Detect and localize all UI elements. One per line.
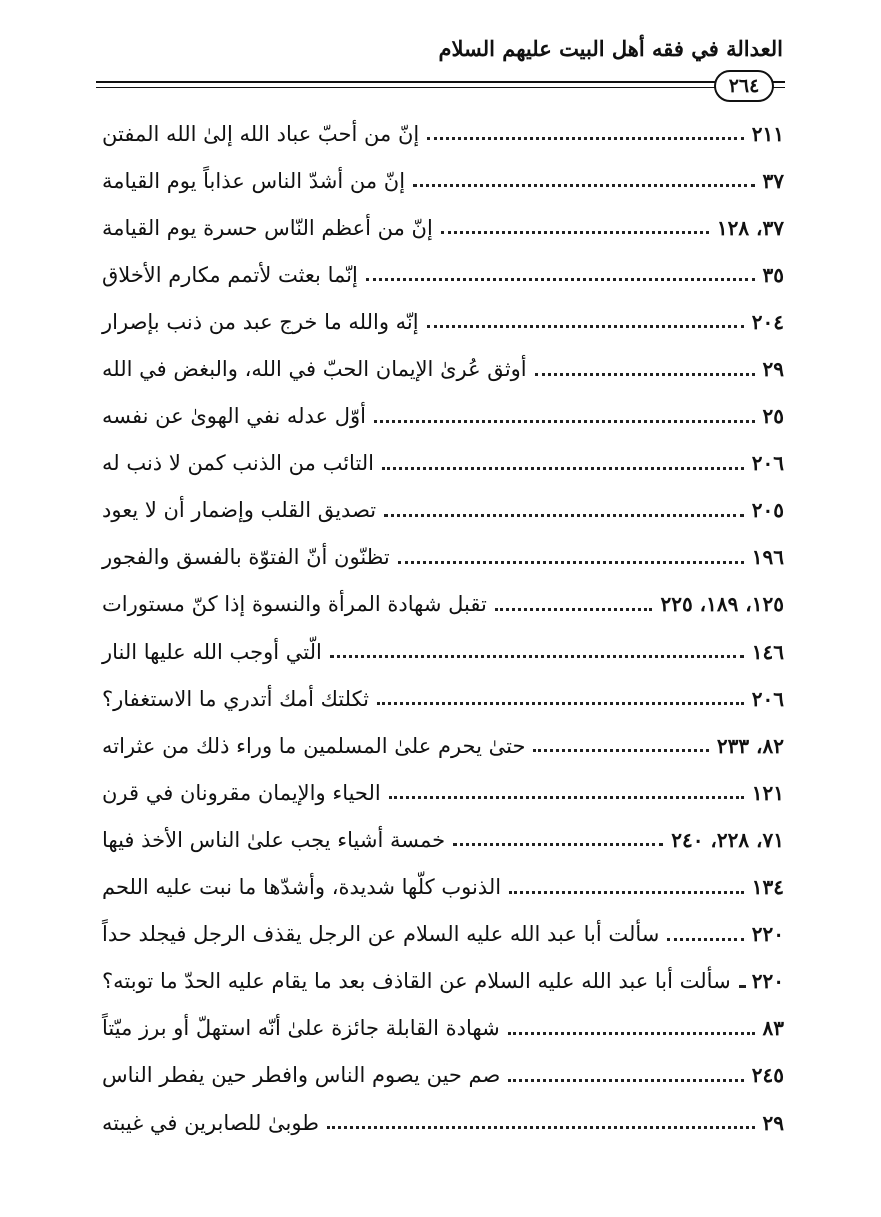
entry-page-numbers: ٢٢٠ <box>751 922 784 947</box>
entry-page-numbers: ٨٣ <box>762 1016 784 1041</box>
index-entry <box>96 440 784 487</box>
entry-page-numbers: ٢٠٥ <box>751 498 784 523</box>
entry-page-numbers: ٢١١ <box>751 121 784 146</box>
entry-text: شهادة القابلة جائزة علىٰ أنّه استهلّ أو برز ميّتاً <box>102 1016 500 1041</box>
header-rule-thick-line <box>96 81 785 83</box>
entry-page-numbers: ٢٠٤ <box>751 309 784 334</box>
index-entry <box>96 769 784 816</box>
entry-text: الّتي أوجب الله عليها النار <box>102 639 322 664</box>
index-entry <box>96 393 784 440</box>
index-entry <box>96 581 784 628</box>
index-entry <box>96 628 784 675</box>
dot-leader <box>398 561 744 564</box>
entry-page-numbers: ١٩٦ <box>751 545 784 570</box>
entry-text: صم حين يصوم الناس وافطر حين يفطر الناس <box>102 1063 501 1088</box>
dot-leader <box>667 938 743 941</box>
entry-text: الذنوب كلّها شديدة، وأشدّها ما نبت عليه اللحم <box>102 875 502 900</box>
dot-leader <box>495 608 653 611</box>
entry-text: طوبىٰ للصابرين في غيبته <box>102 1110 319 1135</box>
entry-page-numbers: ١٤٦ <box>751 639 784 664</box>
running-title: العدالة في فقه أهل البيت عليهم السلام <box>438 36 783 61</box>
entry-text: حتىٰ يحرم علىٰ المسلمين ما وراء ذلك من عثراته <box>102 733 526 758</box>
index-entry <box>96 345 784 392</box>
entry-page-numbers: ٢٩ <box>762 1110 784 1135</box>
index-entry <box>96 1005 784 1052</box>
entry-text: تظنّون أنّ الفتوّة بالفسق والفجور <box>102 545 390 570</box>
index-entry <box>96 1099 784 1146</box>
entry-page-numbers: ٨٢، ٢٣٣ <box>716 733 784 758</box>
entry-page-numbers: ٢٠٦ <box>751 451 784 476</box>
dot-leader <box>739 985 744 988</box>
entry-page-numbers: ٣٧، ١٢٨ <box>716 215 784 240</box>
dot-leader <box>509 891 744 894</box>
entry-page-numbers: ٧١، ٢٢٨، ٢٤٠ <box>671 827 784 852</box>
dot-leader <box>330 655 744 658</box>
dot-leader <box>389 796 744 799</box>
dot-leader <box>384 514 744 517</box>
index-entry <box>96 204 784 251</box>
entry-text: تصديق القلب وإضمار أن لا يعود <box>102 498 377 523</box>
entry-page-numbers: ٢٥ <box>762 404 784 429</box>
index-entry <box>96 816 784 863</box>
index-entry <box>96 298 784 345</box>
index-entry <box>96 534 784 581</box>
index-entry <box>96 958 784 1005</box>
entry-page-numbers: ٢٢٠ <box>751 969 784 994</box>
entry-text: سألت أبا عبد الله عليه السلام عن القاذف بعد ما يقام عليه الحدّ ما توبته؟ <box>102 969 731 994</box>
dot-leader <box>366 278 755 281</box>
dot-leader <box>382 467 744 470</box>
entry-text: إنّ من أشدّ الناس عذاباً يوم القيامة <box>102 168 406 193</box>
entry-text: أوثق عُرىٰ الإيمان الحبّ في الله، والبغض في الله <box>102 357 527 382</box>
entry-text: الحياء والإيمان مقرونان في قرن <box>102 780 381 805</box>
entry-text: إنّما بعثت لأتمم مكارم الأخلاق <box>102 262 358 287</box>
entry-page-numbers: ١٣٤ <box>751 875 784 900</box>
entry-page-numbers: ٢٤٥ <box>751 1063 784 1088</box>
dot-leader <box>441 231 709 234</box>
dot-leader <box>427 325 744 328</box>
index-entry <box>96 864 784 911</box>
dot-leader <box>374 420 755 423</box>
index-entry <box>96 487 784 534</box>
entry-text: أوّل عدله نفي الهوىٰ عن نفسه <box>102 404 366 429</box>
index-entry <box>96 675 784 722</box>
index-entry <box>96 1052 784 1099</box>
entry-text: إنّ من أعظم النّاس حسرة يوم القيامة <box>102 215 433 240</box>
index-entry <box>96 911 784 958</box>
dot-leader <box>413 184 754 187</box>
entry-page-numbers: ٣٥ <box>762 262 784 287</box>
entry-text: إنّ من أحبّ عباد الله إلىٰ الله المفتن <box>102 121 420 146</box>
index-entry <box>96 110 784 157</box>
header-rule-thin-line <box>96 87 785 88</box>
entry-page-numbers: ٢٩ <box>762 357 784 382</box>
index-entry <box>96 722 784 769</box>
dot-leader <box>453 843 663 846</box>
page-number: ٢٦٤ <box>714 70 774 102</box>
index-entry <box>96 251 784 298</box>
header-rule <box>96 75 785 97</box>
entry-page-numbers: ١٢١ <box>751 780 784 805</box>
dot-leader <box>327 1126 755 1129</box>
entry-page-numbers: ٢٠٦ <box>751 686 784 711</box>
dot-leader <box>535 373 755 376</box>
entry-page-numbers: ٣٧ <box>762 168 784 193</box>
entry-text: تقبل شهادة المرأة والنسوة إذا كنّ مستورات <box>102 592 487 617</box>
dot-leader <box>377 702 744 705</box>
entry-text: التائب من الذنب كمن لا ذنب له <box>102 451 375 476</box>
index-entry <box>96 157 784 204</box>
hadith-index-list <box>96 110 784 1146</box>
dot-leader <box>508 1079 743 1082</box>
entry-text: سألت أبا عبد الله عليه السلام عن الرجل يقذف الرجل فيجلد حداً <box>102 922 660 947</box>
dot-leader <box>508 1032 755 1035</box>
entry-text: إنّه والله ما خرج عبد من ذنب بإصرار <box>102 309 419 334</box>
entry-page-numbers: ١٢٥، ١٨٩، ٢٢٥ <box>660 592 784 617</box>
dot-leader <box>533 749 708 752</box>
entry-text: ثكلتك أمك أتدري ما الاستغفار؟ <box>102 686 370 711</box>
entry-text: خمسة أشياء يجب علىٰ الناس الأخذ فيها <box>102 827 446 852</box>
dot-leader <box>427 137 744 140</box>
